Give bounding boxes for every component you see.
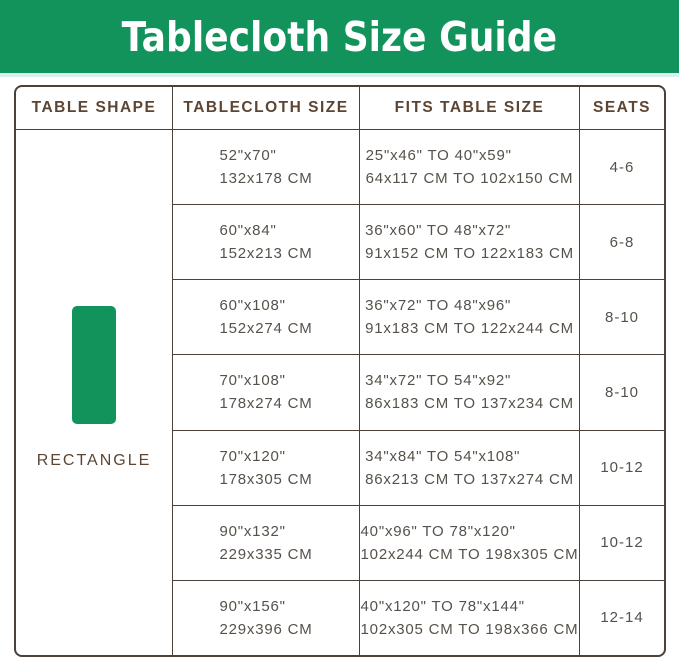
fits-table-size-text [361, 520, 579, 566]
rectangle-icon [72, 306, 116, 424]
title-banner [0, 0, 679, 73]
shape-label: RECTANGLE [36, 451, 152, 469]
seats-cell: 10-12 [579, 430, 664, 505]
tablecloth-size-cell [172, 129, 359, 204]
fits-cm: 64x117 CM TO 102x150 CM [365, 170, 574, 188]
fits-inches: 36"x60" TO 48"x72" [365, 222, 512, 240]
size-cm: 152x213 CM [219, 245, 313, 263]
seats-cell: 10-12 [579, 505, 664, 580]
fits-table-size-cell [359, 129, 579, 204]
size-inches: 90"x132" [219, 522, 286, 540]
fits-table-size-cell [359, 430, 579, 505]
fits-inches: 25"x46" TO 40"x59" [365, 147, 512, 165]
tablecloth-size-text [219, 144, 312, 190]
seats-cell: 6-8 [579, 204, 664, 279]
fits-cm: 91x152 CM TO 122x183 CM [365, 245, 574, 263]
column-header-tablecloth-size: TABLECLOTH SIZE [172, 87, 359, 129]
fits-inches: 34"x72" TO 54"x92" [365, 372, 512, 390]
tablecloth-size-text [219, 369, 312, 415]
fits-cm: 102x305 CM TO 198x366 CM [360, 620, 579, 638]
size-guide-table [14, 85, 666, 657]
tablecloth-size-cell [172, 279, 359, 354]
tablecloth-size-cell [172, 430, 359, 505]
fits-inches: 34"x84" TO 54"x108" [365, 447, 521, 465]
size-inches: 52"x70" [219, 147, 277, 165]
fits-table-size-text [365, 369, 574, 415]
tablecloth-size-text [219, 520, 312, 566]
size-cm: 229x396 CM [219, 620, 313, 638]
size-cm: 132x178 CM [219, 170, 313, 188]
tablecloth-size-cell [172, 204, 359, 279]
fits-cm: 91x183 CM TO 122x244 CM [365, 320, 574, 338]
tablecloth-size-cell [172, 505, 359, 580]
tablecloth-size-text [219, 294, 312, 340]
fits-cm: 102x244 CM TO 198x305 CM [360, 545, 579, 563]
page-title: Tablecloth Size Guide [121, 12, 558, 61]
size-cm: 178x274 CM [219, 395, 313, 413]
fits-table-size-text [361, 595, 579, 641]
tablecloth-size-text [219, 445, 312, 491]
tablecloth-size-text [219, 219, 312, 265]
fits-cm: 86x213 CM TO 137x274 CM [365, 470, 574, 488]
column-header-fits-table-size: FITS TABLE SIZE [359, 87, 579, 129]
fits-table-size-cell [359, 354, 579, 429]
fits-cm: 86x183 CM TO 137x234 CM [365, 395, 574, 413]
seats-cell: 12-14 [579, 580, 664, 655]
size-inches: 90"x156" [219, 597, 286, 615]
fits-table-size-cell [359, 204, 579, 279]
size-inches: 60"x84" [219, 222, 277, 240]
size-inches: 70"x108" [219, 372, 286, 390]
seats-cell: 4-6 [579, 129, 664, 204]
size-inches: 60"x108" [219, 297, 286, 315]
size-cm: 178x305 CM [219, 470, 313, 488]
fits-inches: 40"x120" TO 78"x144" [360, 597, 525, 615]
tablecloth-size-text [219, 595, 312, 641]
tablecloth-size-cell [172, 354, 359, 429]
fits-table-size-cell [359, 580, 579, 655]
fits-table-size-cell [359, 505, 579, 580]
banner-underline [0, 73, 679, 77]
size-cm: 152x274 CM [219, 320, 313, 338]
fits-table-size-text [365, 294, 574, 340]
table-shape-cell [16, 129, 172, 655]
seats-cell: 8-10 [579, 354, 664, 429]
size-cm: 229x335 CM [219, 545, 313, 563]
column-header-seats: SEATS [579, 87, 664, 129]
size-inches: 70"x120" [219, 447, 286, 465]
seats-cell: 8-10 [579, 279, 664, 354]
fits-table-size-cell [359, 279, 579, 354]
column-header-table-shape: TABLE SHAPE [31, 99, 157, 116]
fits-inches: 36"x72" TO 48"x96" [365, 297, 512, 315]
fits-table-size-text [365, 219, 574, 265]
fits-inches: 40"x96" TO 78"x120" [360, 522, 516, 540]
fits-table-size-text [365, 445, 574, 491]
tablecloth-size-cell [172, 580, 359, 655]
fits-table-size-text [366, 144, 574, 190]
